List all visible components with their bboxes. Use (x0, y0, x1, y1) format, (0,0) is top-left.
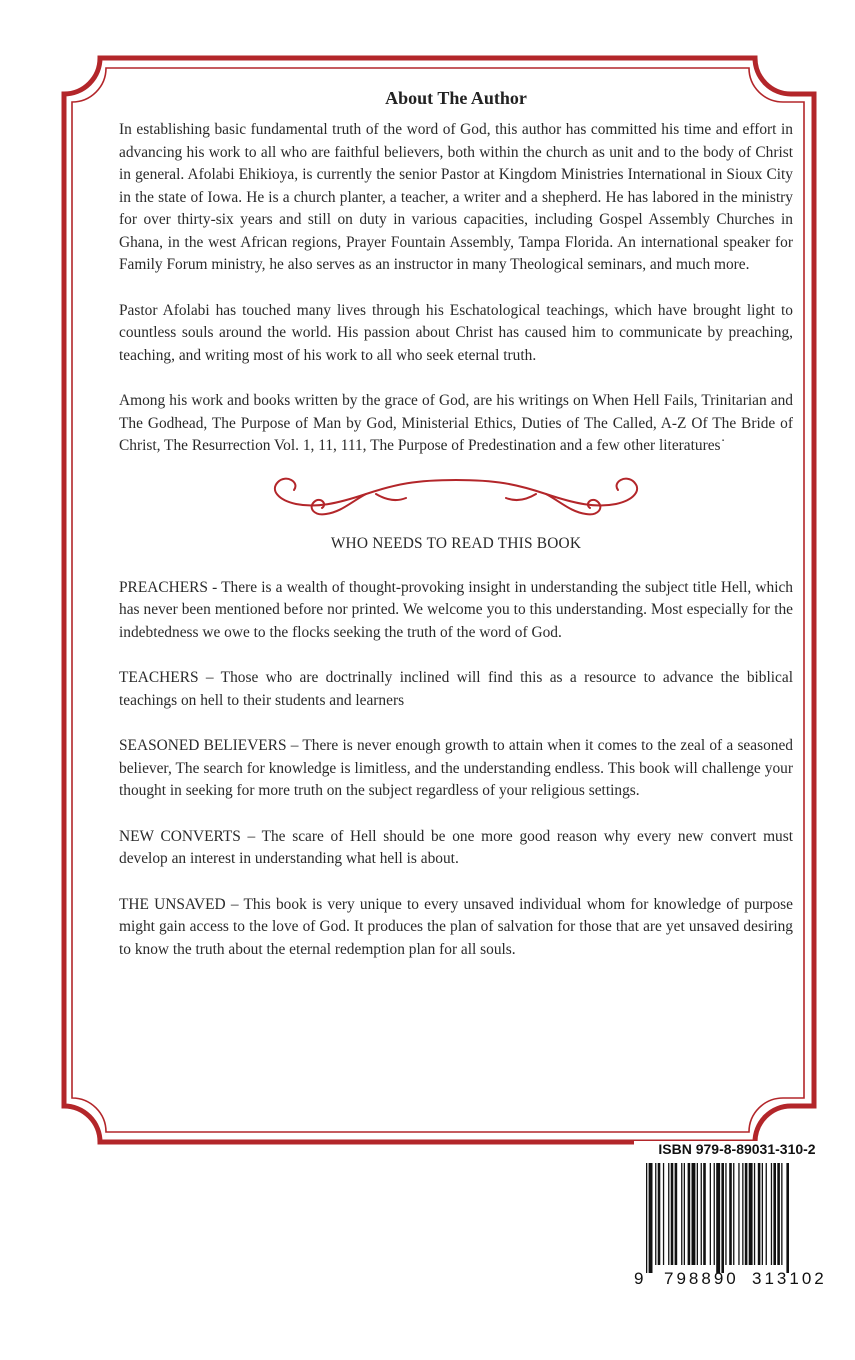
barcode-bar (692, 1163, 696, 1265)
barcode-digit-group-right: 313102 (752, 1269, 827, 1288)
barcode-bar (684, 1163, 685, 1265)
barcode-bar (762, 1163, 763, 1265)
about-paragraph: Among his work and books written by the grace of God, are his writings on When Hell Fails, Trinitarian and The Godhead, The Purpose of Man by God, Ministerial Ethics, Duties of The Called, A-Z Of The Bride of Christ, The Resurrection Vol. 1, 11, 111, The Purpose of Predestination and a few other literatures˙ (119, 392, 793, 454)
barcode-bar (697, 1163, 698, 1265)
about-paragraph: Pastor Afolabi has touched many lives through his Eschatological teachings, which have brought light to countless souls around the world. His passion about Christ has caused him to communicate by preaching, teaching, and writing most of his work to all who seek eternal truth. (119, 301, 793, 364)
barcode-bar (658, 1163, 661, 1265)
barcode-bar (766, 1163, 767, 1265)
barcode-bar (786, 1163, 789, 1273)
section-heading: WHO NEEDS TO READ THIS BOOK (330, 534, 582, 552)
barcode-bar (714, 1163, 715, 1265)
barcode-bar (649, 1163, 653, 1273)
barcode-bar (716, 1163, 720, 1273)
back-cover-text (119, 88, 793, 984)
barcode-bar (758, 1163, 761, 1265)
barcode-bar (725, 1163, 726, 1265)
barcode-bar (710, 1163, 711, 1265)
barcode-bar (773, 1163, 776, 1265)
barcode-bar (733, 1163, 734, 1265)
barcode-digit-lead: 9 (634, 1269, 644, 1288)
about-paragraph: In establishing basic fundamental truth of the word of God, this author has committed his time and effort in advancing his work to all who are faithful believers, both within the church as unit and to the body of Christ in general. Afolabi Ehikioya, is currently the senior Pastor at Kingdom Ministries International in Sioux City in the state of Iowa. He is a church planter, a teacher, a writer and a shepherd. He has labored in the ministry for over thirty-six years and still on duty in various capacities, including Gospel Assembly Churches in Ghana, in the west African regions, Prayer Fountain Assembly, Tampa Florida. An international speaker for Family Forum ministry, he also serves as an instructor in many Theological seminars, and much more. (119, 121, 793, 273)
barcode-bar (646, 1163, 647, 1273)
flourish-icon (256, 472, 656, 520)
barcode-bar (777, 1163, 780, 1265)
barcode-bar (754, 1163, 755, 1265)
barcode-bar (729, 1163, 732, 1265)
audience-paragraph: SEASONED BELIEVERS – There is never enough growth to attain when it comes to the zeal of a seasoned believer, The search for knowledge is limitless, and the understanding endless. This book will challenge your thought in seeking for more truth on the subject regardless of your religious settings. (119, 737, 793, 799)
audience-paragraph: THE UNSAVED – This book is very unique to every unsaved individual whom for knowledge of purpose might gain access to the love of God. It produces the plan of salvation for those that are yet unsaved desiring to know the truth about the eternal redemption plan for all souls. (119, 895, 793, 958)
barcode-bar (688, 1163, 691, 1265)
audience-paragraph: NEW CONVERTS – The scare of Hell should be one more good reason why every new convert must develop an interest in understanding what hell is about. (119, 827, 793, 867)
isbn-label: ISBN 979-8-89031-310-2 (658, 1141, 816, 1157)
barcode-bar (738, 1163, 739, 1265)
barcode-bar (655, 1163, 656, 1265)
barcode-bar (701, 1163, 702, 1265)
isbn-barcode (634, 1141, 840, 1292)
barcode-bar (681, 1163, 682, 1265)
barcode-bar (745, 1163, 748, 1265)
audience-paragraph: PREACHERS - There is a wealth of thought-provoking insight in understanding the subject title Hell, which has never been mentioned before nor printed. We welcome you to this understanding. Most especially for the indebtedness we owe to the flocks seeking the truth of the word of God. (119, 578, 793, 641)
barcode-bar (742, 1163, 743, 1265)
barcode-bar (703, 1163, 706, 1265)
barcode-bar (771, 1163, 772, 1265)
barcode-digit-group-left: 798890 (664, 1269, 739, 1288)
barcode-bar (663, 1163, 664, 1265)
barcode-bar (668, 1163, 669, 1265)
ornamental-divider (119, 472, 793, 525)
barcode-bar (749, 1163, 753, 1265)
about-author-title: About The Author (385, 88, 527, 108)
barcode-bar (671, 1163, 674, 1265)
audience-paragraph: TEACHERS – Those who are doctrinally inclined will find this as a resource to advance the biblical teachings on hell to their students and learners (119, 669, 793, 709)
barcode-bar (781, 1163, 782, 1265)
barcode-bar (675, 1163, 678, 1265)
barcode-bar (721, 1163, 724, 1273)
